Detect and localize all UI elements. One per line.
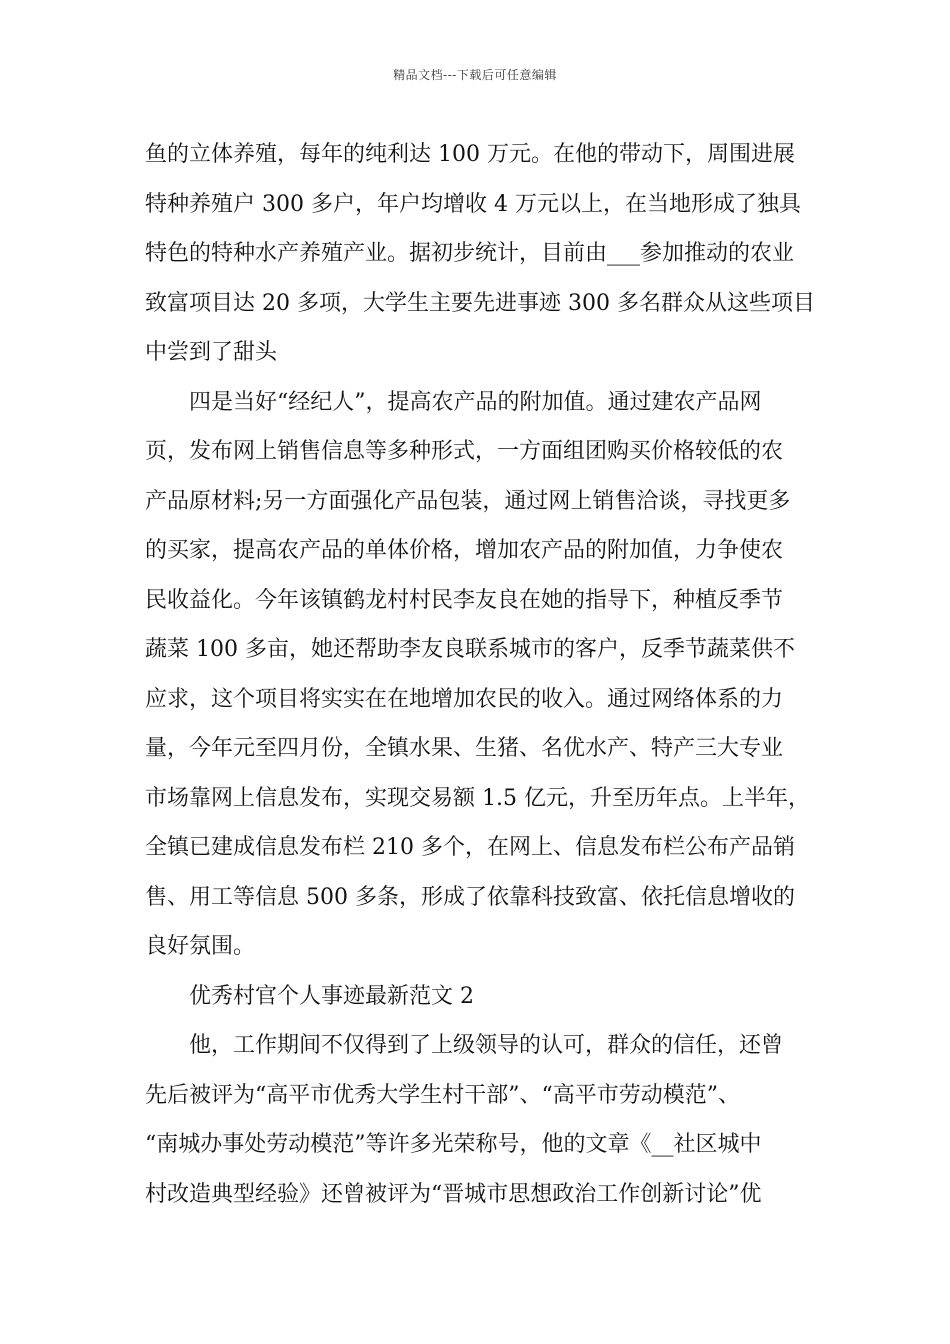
text-line: 致富项目达 20 多项，大学生主要先进事迹 300 多名群众从这些项目: [145, 290, 815, 316]
text-line: 特色的特种水产养殖产业。据初步统计，目前由___参加推动的农业: [145, 241, 795, 266]
text-line: 全镇已建成信息发布栏 210 多个，在网上、信息发布栏公布产品销: [145, 835, 795, 860]
section-heading: 优秀村官个人事迹最新范文 2: [189, 983, 474, 1009]
text-line: 蔬菜 100 多亩，她还帮助李友良联系城市的客户，反季节蔬菜供不: [145, 637, 795, 662]
text-line: 应求，这个项目将实实在在地增加农民的收入。通过网络体系的力: [145, 686, 784, 712]
text-line: 良好氛围。: [145, 934, 256, 959]
text-line: 民收益化。今年该镇鹤龙村村民李友良在她的指导下，种植反季节: [145, 587, 784, 613]
text-line: 村改造典型经验》还曾被评为“晋城市思想政治工作创新讨论”优: [145, 1181, 762, 1207]
text-line: 市场靠网上信息发布，实现交易额 1.5 亿元，升至历年点。上半年，: [145, 785, 810, 811]
document-body: [145, 130, 815, 1219]
text-line: 的买家，提高农产品的单体价格，增加农产品的附加值，力争使农: [145, 538, 784, 563]
text-line: 中尝到了甜头: [145, 340, 278, 365]
paragraph-start-line: 他，工作期间不仅得到了上级领导的认可，群众的信任，还曾: [189, 1033, 784, 1058]
text-line: 先后被评为“高平市优秀大学生村干部”、“高平市劳动模范”、: [145, 1082, 740, 1108]
text-line: 量，今年元至四月份，全镇水果、生猪、名优水产、特产三大专业: [145, 736, 784, 761]
text-line: “南城办事处劳动模范”等许多光荣称号，他的文章《__社区城中: [145, 1132, 762, 1157]
page-header: 精品文档---下载后可任意编辑: [393, 68, 557, 82]
text-line: 页，发布网上销售信息等多种形式，一方面组团购买价格较低的农: [145, 439, 784, 464]
text-line: 售、用工等信息 500 多条，形成了依靠科技致富、依托信息增收的: [145, 884, 795, 910]
paragraph-start-line: 四是当好“经纪人”，提高农产品的附加值。通过建农产品网: [189, 389, 762, 415]
text-line: 特种养殖户 300 多户，年户均增收 4 万元以上，在当地形成了独具: [145, 191, 801, 217]
text-line: 鱼的立体养殖，每年的纯利达 100 万元。在他的带动下，周围进展: [145, 142, 795, 167]
text-line: 产品原材料;另一方面强化产品包装，通过网上销售洽谈，寻找更多: [145, 488, 791, 514]
